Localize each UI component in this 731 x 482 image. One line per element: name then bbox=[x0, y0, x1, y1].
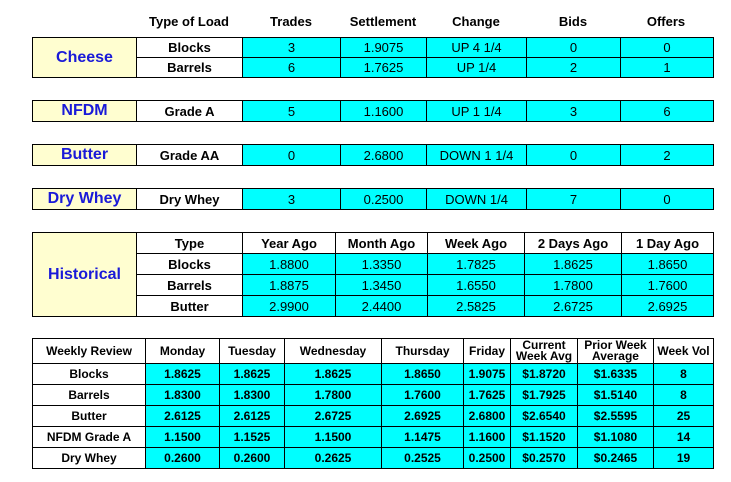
nfdm-bids: 3 bbox=[527, 101, 621, 122]
historical-cell: 1.3350 bbox=[336, 254, 428, 275]
weekly-cell: $0.2570 bbox=[511, 448, 578, 469]
historical-cell: 2.6925 bbox=[622, 296, 714, 317]
historical-table bbox=[32, 232, 714, 317]
weekly-row-label: Dry Whey bbox=[33, 448, 146, 469]
nfdm-settlement: 1.1600 bbox=[341, 101, 427, 122]
cheese-settlement: 1.7625 bbox=[341, 58, 427, 78]
weekly-cell: 2.6925 bbox=[382, 406, 464, 427]
whey-offers: 0 bbox=[621, 189, 714, 210]
cheese-offers: 0 bbox=[621, 38, 714, 58]
weekly-review-table bbox=[32, 338, 714, 469]
historical-cell: 2.5825 bbox=[428, 296, 525, 317]
historical-cell: 1.8800 bbox=[243, 254, 336, 275]
weekly-cell: 0.2500 bbox=[464, 448, 511, 469]
weekly-cell: 14 bbox=[654, 427, 714, 448]
cheese-change: UP 4 1/4 bbox=[427, 38, 527, 58]
weekly-cell: 1.7600 bbox=[382, 385, 464, 406]
header-offers: Offers bbox=[646, 14, 686, 29]
cheese-table bbox=[32, 37, 714, 78]
weekly-cell: 0.2600 bbox=[146, 448, 220, 469]
table-row bbox=[33, 427, 714, 448]
whey-bids: 7 bbox=[527, 189, 621, 210]
weekly-header: Tuesday bbox=[220, 339, 285, 364]
whey-label: Dry Whey bbox=[33, 189, 137, 210]
historical-type: Barrels bbox=[137, 275, 243, 296]
weekly-header: Current Week Avg bbox=[511, 339, 578, 364]
weekly-cell: 2.6125 bbox=[220, 406, 285, 427]
table-row bbox=[33, 448, 714, 469]
header-change: Change bbox=[452, 14, 500, 29]
weekly-cell: 19 bbox=[654, 448, 714, 469]
weekly-cell: $0.2465 bbox=[578, 448, 654, 469]
butter-trades: 0 bbox=[243, 145, 341, 166]
weekly-cell: 1.1500 bbox=[285, 427, 382, 448]
weekly-cell: 1.8625 bbox=[220, 364, 285, 385]
weekly-cell: 1.1525 bbox=[220, 427, 285, 448]
table-row bbox=[33, 189, 714, 210]
header-trades: Trades bbox=[270, 14, 312, 29]
historical-cell: 1.7825 bbox=[428, 254, 525, 275]
butter-bids: 0 bbox=[527, 145, 621, 166]
weekly-header: Monday bbox=[146, 339, 220, 364]
weekly-cell: 1.8625 bbox=[285, 364, 382, 385]
cheese-offers: 1 bbox=[621, 58, 714, 78]
historical-cell: 2.9900 bbox=[243, 296, 336, 317]
historical-cell: 1.7800 bbox=[525, 275, 622, 296]
weekly-cell: 2.6725 bbox=[285, 406, 382, 427]
nfdm-label: NFDM bbox=[33, 101, 137, 122]
weekly-row-label: Blocks bbox=[33, 364, 146, 385]
historical-cell: 1.7600 bbox=[622, 275, 714, 296]
cheese-change: UP 1/4 bbox=[427, 58, 527, 78]
historical-header: 1 Day Ago bbox=[622, 233, 714, 254]
weekly-row-label: NFDM Grade A bbox=[33, 427, 146, 448]
nfdm-offers: 6 bbox=[621, 101, 714, 122]
historical-cell: 2.4400 bbox=[336, 296, 428, 317]
table-row bbox=[33, 38, 714, 58]
weekly-cell: $1.8720 bbox=[511, 364, 578, 385]
table-row bbox=[33, 145, 714, 166]
weekly-cell: $2.5595 bbox=[578, 406, 654, 427]
butter-settlement: 2.6800 bbox=[341, 145, 427, 166]
historical-cell: 1.6550 bbox=[428, 275, 525, 296]
weekly-header: Prior Week Average bbox=[578, 339, 654, 364]
cheese-label: Cheese bbox=[33, 38, 137, 78]
weekly-cell: 1.7800 bbox=[285, 385, 382, 406]
historical-label: Historical bbox=[33, 233, 137, 317]
weekly-cell: 1.8625 bbox=[146, 364, 220, 385]
weekly-cell: 1.8300 bbox=[146, 385, 220, 406]
whey-trades: 3 bbox=[243, 189, 341, 210]
historical-cell: 2.6725 bbox=[525, 296, 622, 317]
weekly-cell: 1.1475 bbox=[382, 427, 464, 448]
whey-type: Dry Whey bbox=[137, 189, 243, 210]
historical-header: 2 Days Ago bbox=[525, 233, 622, 254]
cheese-settlement: 1.9075 bbox=[341, 38, 427, 58]
historical-cell: 1.8650 bbox=[622, 254, 714, 275]
butter-change: DOWN 1 1/4 bbox=[427, 145, 527, 166]
cheese-bids: 2 bbox=[527, 58, 621, 78]
butter-offers: 2 bbox=[621, 145, 714, 166]
table-row bbox=[33, 339, 714, 364]
table-row bbox=[33, 233, 714, 254]
header-type-of-load: Type of Load bbox=[149, 14, 229, 29]
weekly-cell: 1.1600 bbox=[464, 427, 511, 448]
weekly-cell: 0.2625 bbox=[285, 448, 382, 469]
butter-table bbox=[32, 144, 714, 166]
historical-header: Year Ago bbox=[243, 233, 336, 254]
nfdm-table bbox=[32, 100, 714, 122]
nfdm-type: Grade A bbox=[137, 101, 243, 122]
cheese-type: Barrels bbox=[137, 58, 243, 78]
cheese-trades: 3 bbox=[243, 38, 341, 58]
header-settlement: Settlement bbox=[349, 14, 417, 29]
weekly-header: Week Vol bbox=[654, 339, 714, 364]
butter-label: Butter bbox=[33, 145, 137, 166]
weekly-cell: $1.7925 bbox=[511, 385, 578, 406]
historical-header: Month Ago bbox=[336, 233, 428, 254]
historical-type: Blocks bbox=[137, 254, 243, 275]
whey-change: DOWN 1/4 bbox=[427, 189, 527, 210]
weekly-header: Friday bbox=[464, 339, 511, 364]
weekly-cell: 0.2525 bbox=[382, 448, 464, 469]
butter-type: Grade AA bbox=[137, 145, 243, 166]
weekly-cell: 8 bbox=[654, 385, 714, 406]
weekly-row-label: Barrels bbox=[33, 385, 146, 406]
table-row bbox=[33, 385, 714, 406]
weekly-cell: 8 bbox=[654, 364, 714, 385]
weekly-cell: 1.7625 bbox=[464, 385, 511, 406]
weekly-row-label: Butter bbox=[33, 406, 146, 427]
weekly-cell: $1.6335 bbox=[578, 364, 654, 385]
cheese-trades: 6 bbox=[243, 58, 341, 78]
historical-header: Type bbox=[137, 233, 243, 254]
nfdm-change: UP 1 1/4 bbox=[427, 101, 527, 122]
table-row bbox=[33, 364, 714, 385]
header-bids: Bids bbox=[558, 14, 588, 29]
weekly-cell: $2.6540 bbox=[511, 406, 578, 427]
historical-cell: 1.8625 bbox=[525, 254, 622, 275]
weekly-cell: 2.6125 bbox=[146, 406, 220, 427]
table-row bbox=[33, 101, 714, 122]
weekly-header: Wednesday bbox=[285, 339, 382, 364]
weekly-cell: 2.6800 bbox=[464, 406, 511, 427]
whey-settlement: 0.2500 bbox=[341, 189, 427, 210]
historical-type: Butter bbox=[137, 296, 243, 317]
historical-cell: 1.3450 bbox=[336, 275, 428, 296]
table-row bbox=[33, 406, 714, 427]
weekly-cell: 25 bbox=[654, 406, 714, 427]
weekly-cell: 1.1500 bbox=[146, 427, 220, 448]
cheese-bids: 0 bbox=[527, 38, 621, 58]
weekly-cell: $1.5140 bbox=[578, 385, 654, 406]
weekly-cell: $1.1520 bbox=[511, 427, 578, 448]
weekly-cell: $1.1080 bbox=[578, 427, 654, 448]
historical-cell: 1.8875 bbox=[243, 275, 336, 296]
nfdm-trades: 5 bbox=[243, 101, 341, 122]
weekly-cell: 1.8300 bbox=[220, 385, 285, 406]
weekly-cell: 1.8650 bbox=[382, 364, 464, 385]
whey-table bbox=[32, 188, 714, 210]
cheese-type: Blocks bbox=[137, 38, 243, 58]
weekly-header: Weekly Review bbox=[33, 339, 146, 364]
historical-header: Week Ago bbox=[428, 233, 525, 254]
weekly-cell: 0.2600 bbox=[220, 448, 285, 469]
weekly-cell: 1.9075 bbox=[464, 364, 511, 385]
weekly-header: Thursday bbox=[382, 339, 464, 364]
